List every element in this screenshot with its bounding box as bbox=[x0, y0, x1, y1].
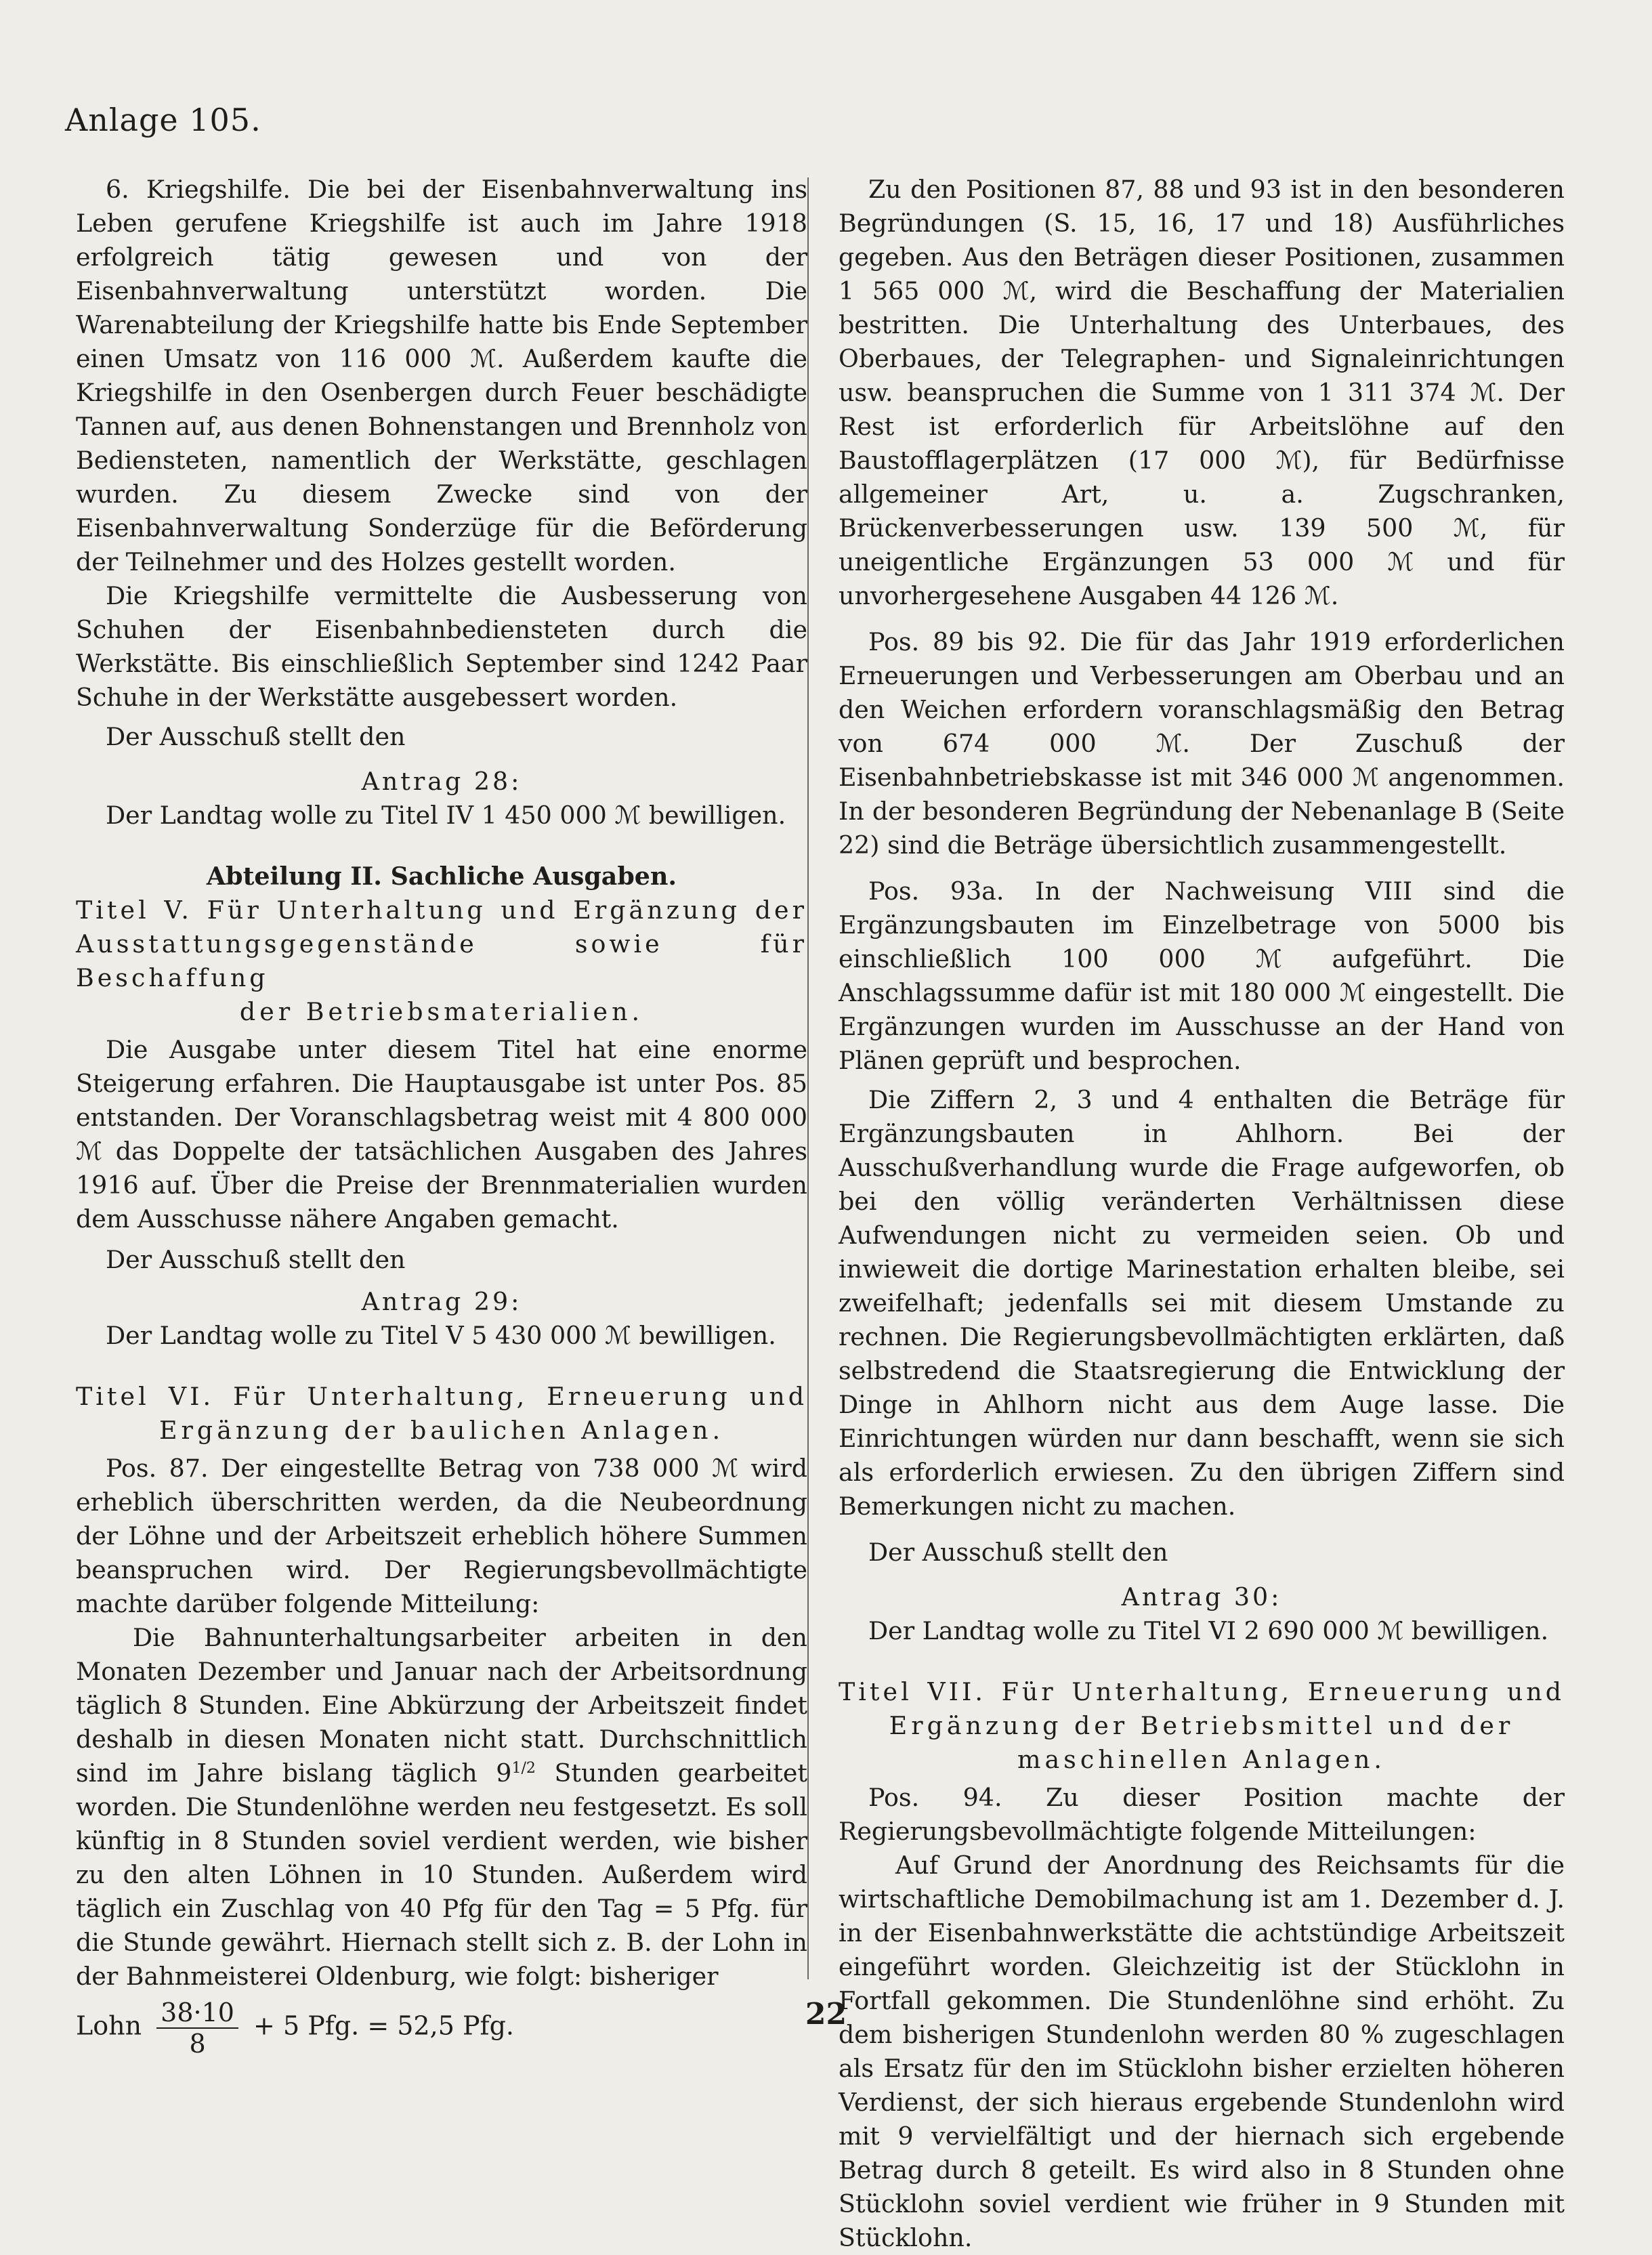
titel-vii-heading-line-3: maschinellen Anlagen. bbox=[1017, 1745, 1386, 1774]
quote-text-b: Stunden gearbeitet worden. Die Stundenlöhne werden neu festgesetzt. Es soll künftig in 8 Stunden soviel verdient werden, wie bisher zu den alten Löhnen in 10 Stunden. Außerdem wird täglich ein Zuschlag von 40 Pfg für den Tag = 5 Pfg. für die Stunde gewährt. Hiernach stellt sich z. B. der Lohn in der Bahnmeisterei Oldenburg, wie folgt: bisheriger bbox=[76, 1758, 807, 1991]
abteilung-heading: Abteilung II. Sachliche Ausgaben. bbox=[206, 862, 677, 891]
titel-vii-heading-line-2: Ergänzung der Betriebsmittel und der bbox=[889, 1711, 1515, 1740]
formula-prefix: Lohn bbox=[76, 2010, 142, 2041]
pos-87-paragraph: Pos. 87. Der eingestellte Betrag von 738 000 ℳ wird erheblich überschritten werden, da die Neubeordnung der Löhne und der Arbeitszeit erheblich höhere Summen beanspruchen wird. Der Regierungsbevollmächtigte machte darüber folgende Mitteilung: bbox=[76, 1454, 807, 1618]
titel-vi-heading-line-1: Titel VI. Für Unterhaltung, Erneuerung und bbox=[76, 1382, 807, 1411]
antrag-28-text: Der Landtag wolle zu Titel IV 1 450 000 ℳ bewilligen. bbox=[106, 801, 786, 830]
titel-vii-heading-line-1: Titel VII. Für Unterhaltung, Erneuerung und bbox=[839, 1677, 1565, 1706]
titel-v-paragraph: Die Ausgabe unter diesem Titel hat eine enorme Steigerung erfahren. Die Hauptausgabe ist unter Pos. 85 entstanden. Der Voranschlagsbetrag weist mit 4 800 000 ℳ das Doppelte der tatsächlichen Ausgaben des Jahres 1916 auf. Über die Preise der Brennmaterialien wurden dem Ausschusse nähere Angaben gemacht. bbox=[76, 1035, 807, 1234]
page-number: 22 bbox=[805, 1997, 847, 2031]
page-header: Anlage 105. bbox=[65, 102, 261, 138]
titel-v-heading-line-2: Ausstattungsgegenstände sowie für Beschaffung bbox=[76, 929, 807, 992]
pos-93a-paragraph: Pos. 93a. In der Nachweisung VIII sind die Ergänzungsbauten im Einzelbetrage von 5000 bis einschließlich 100 000 ℳ aufgeführt. Die Anschlagssumme dafür ist mit 180 000 ℳ eingestellt. Die Ergänzungen wurden im Ausschusse an der Hand von Plänen geprüft und besprochen. bbox=[839, 877, 1565, 1075]
kriegshilfe-paragraph: 6. Kriegshilfe. Die bei der Eisenbahnverwaltung ins Leben gerufene Kriegshilfe ist auch im Jahre 1918 erfolgreich tätig gewesen und von der Eisenbahnverwaltung unterstützt worden. Die Warenabteilung der Kriegshilfe hatte bis Ende September einen Umsatz von 116 000 ℳ. Außerdem kaufte die Kriegshilfe in den Osenbergen durch Feuer beschädigte Tannen auf, aus denen Bohnenstangen und Brennholz von Bediensteten, namentlich der Werkstätte, geschlagen wurden. Zu diesem Zwecke sind von der Eisenbahnverwaltung Sonderzüge für die Beförderung der Teilnehmer und des Holzes gestellt worden. bbox=[76, 175, 807, 576]
pos-89-92-paragraph: Pos. 89 bis 92. Die für das Jahr 1919 erforderlichen Erneuerungen und Verbesserungen am Oberbau und an den Weichen erfordern voranschlagsmäßig den Betrag von 674 000 ℳ. Der Zuschuß der Eisenbahnbetriebskasse ist mit 346 000 ℳ angenommen. In der besonderen Begründung der Nebenanlage B (Seite 22) sind die Beträge übersichtlich zusammengestellt. bbox=[839, 627, 1565, 860]
positionen-87-88-93-paragraph: Zu den Positionen 87, 88 und 93 ist in den besonderen Begründungen (S. 15, 16, 17 und 18) Ausführliches gegeben. Aus den Beträgen dieser Positionen, zusammen 1 565 000 ℳ, wird die Beschaffung der Materialien bestritten. Die Unterhaltung des Unterbaues, des Oberbaues, der Telegraphen- und Signaleinrichtungen usw. beanspruchen die Summe von 1 311 374 ℳ. Der Rest ist erforderlich für Arbeitslöhne auf den Baustofflagerplätzen (17 000 ℳ), für Bedürfnisse allgemeiner Art, u. a. Zugschranken, Brückenverbesserungen usw. 139 500 ℳ, für uneigentliche Ergänzungen 53 000 ℳ und für unvorhergesehene Ausgaben 44 126 ℳ. bbox=[839, 175, 1565, 610]
right-column bbox=[839, 173, 1565, 2255]
ausschuss-statement: Der Ausschuß stellt den bbox=[106, 722, 406, 751]
antrag-28-heading: Antrag 28: bbox=[361, 767, 522, 796]
titel-vi-heading-line-2: Ergänzung der baulichen Anlagen. bbox=[158, 1416, 725, 1445]
titel-v-heading-line-1: Titel V. Für Unterhaltung und Ergänzung der bbox=[76, 895, 807, 925]
ausschuss-statement: Der Ausschuß stellt den bbox=[106, 1245, 406, 1274]
titel-v-heading-line-3: der Betriebsmaterialien. bbox=[239, 997, 644, 1026]
left-column bbox=[76, 173, 807, 2059]
quote-text-a: Die Bahnunterhaltungsarbeiter arbeiten in den Monaten Dezember und Januar nach der Arbeitsordnung täglich 8 Stunden. Eine Abkürzung der Arbeitszeit findet deshalb in diesen Monaten nicht statt. Durchschnittlich sind im Jahre bislang täglich 9 bbox=[76, 1623, 807, 1788]
formula-denominator: 8 bbox=[189, 2029, 206, 2059]
pos-94-quote: Auf Grund der Anordnung des Reichsamts für die wirtschaftliche Demobilmachung ist am 1. Dezember d. J. in der Eisenbahnwerkstätte die achtstündige Arbeitszeit eingeführt worden. Gleichzeitig ist der Stücklohn in Fortfall gekommen. Die Stundenlöhne sind erhöht. Zu dem bisherigen Stundenlohn werden 80 % zugeschlagen als Ersatz für den im Stücklohn bisher erzielten höheren Verdienst, der sich hieraus ergebende Stundenlohn wird mit 9 vervielfältigt und der hiernach sich ergebende Betrag durch 8 geteilt. Es wird also in 8 Stunden ohne Stücklohn soviel verdient wie früher in 9 Stunden mit Stücklohn. bbox=[839, 1851, 1565, 2252]
formula-numerator: 38·10 bbox=[156, 1998, 238, 2029]
bahnunterhaltung-quote bbox=[76, 1621, 807, 1994]
fraction-half: 1/2 bbox=[511, 1759, 536, 1777]
titel-v-heading bbox=[76, 893, 807, 1029]
column-divider bbox=[807, 177, 809, 1979]
ausschuss-statement: Der Ausschuß stellt den bbox=[868, 1538, 1168, 1567]
ziffern-paragraph: Die Ziffern 2, 3 und 4 enthalten die Beträge für Ergänzungsbauten in Ahlhorn. Bei der Ausschußverhandlung wurde die Frage aufgeworfen, ob bei den völlig veränderten Verhältnissen diese Aufwendungen nicht zu vermeiden seien. Ob und inwieweit die dortige Marinestation erhalten bleibe, sei zweifelhaft; jedenfalls sei mit diesem Umstande zu rechnen. Die Regierungsbevollmächtigten erklärten, daß selbstredend die Staatsregierung die Entwicklung der Dinge in Ahlhorn nicht aus dem Auge lasse. Die Einrichtungen würden nur dann beschafft, wenn sie sich als erforderlich erwiesen. Zu den übrigen Ziffern sind Bemerkungen nicht zu machen. bbox=[839, 1085, 1565, 1521]
antrag-30-heading: Antrag 30: bbox=[1121, 1582, 1282, 1611]
antrag-29-heading: Antrag 29: bbox=[361, 1287, 522, 1316]
titel-vii-heading bbox=[839, 1675, 1565, 1777]
antrag-29-text: Der Landtag wolle zu Titel V 5 430 000 ℳ bewilligen. bbox=[106, 1321, 776, 1350]
antrag-30-text: Der Landtag wolle zu Titel VI 2 690 000 ℳ bewilligen. bbox=[868, 1616, 1549, 1645]
formula-suffix: + 5 Pfg. = 52,5 Pfg. bbox=[253, 2010, 514, 2041]
titel-vi-heading bbox=[76, 1380, 807, 1448]
pos-94-paragraph: Pos. 94. Zu dieser Position machte der Regierungsbevollmächtigte folgende Mitteilungen: bbox=[839, 1783, 1565, 1846]
kriegshilfe-schuhe-paragraph: Die Kriegshilfe vermittelte die Ausbesserung von Schuhen der Eisenbahnbediensteten durch die Werkstätte. Bis einschließlich September sind 1242 Paar Schuhe in der Werkstätte ausgebessert worden. bbox=[76, 581, 807, 712]
